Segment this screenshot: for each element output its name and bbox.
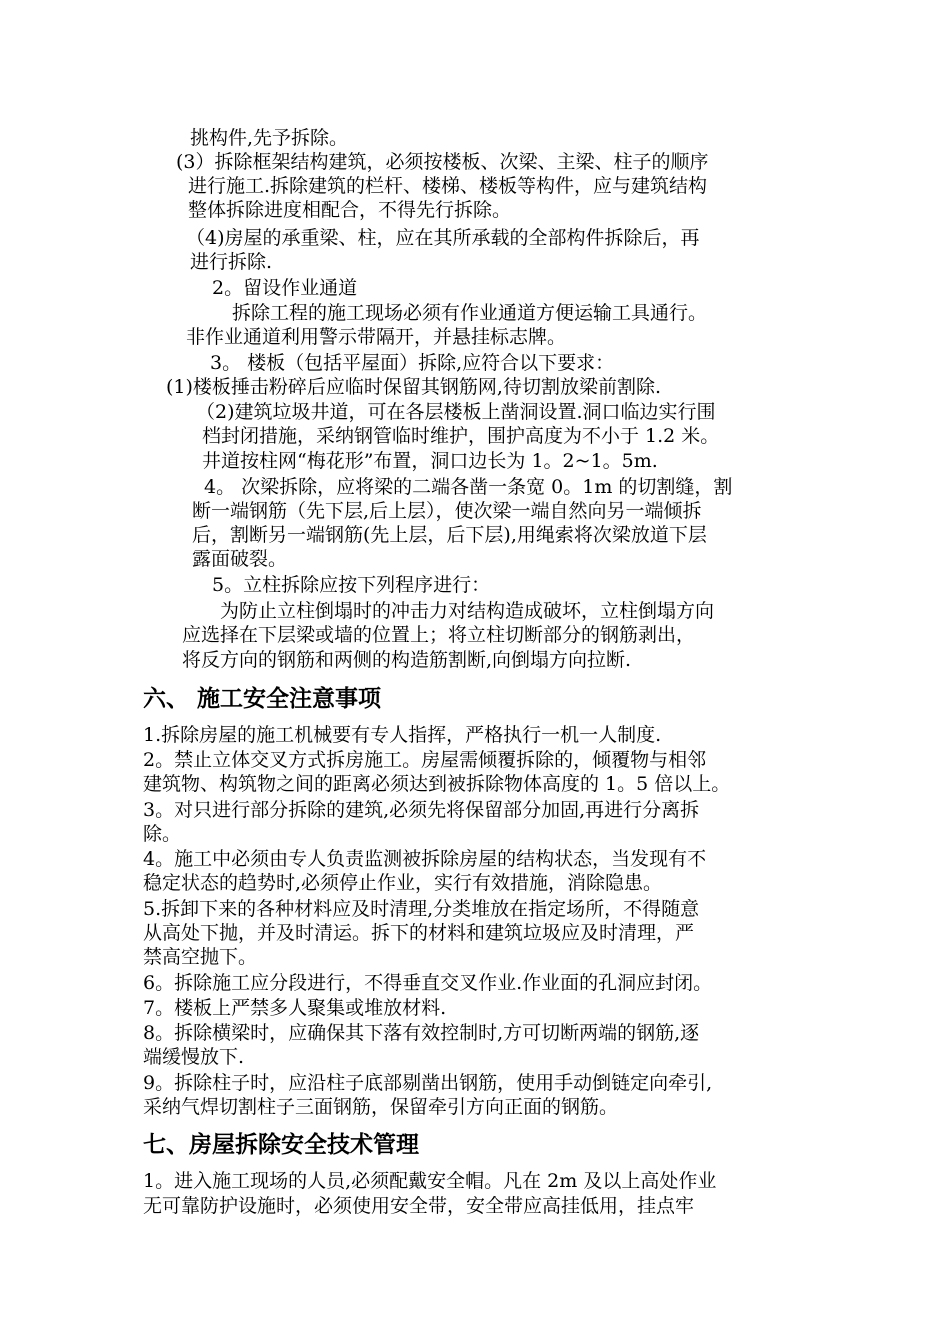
text-line: 后，割断另一端钢筋(先上层，后下层),用绳索将次梁放道下层 [192, 524, 707, 546]
list-item: 1。进入施工现场的人员,必须配戴安全帽。凡在 2m 及以上高处作业 [143, 1170, 717, 1192]
subheading: 5。立柱拆除应按下列程序进行： [212, 574, 491, 596]
text-line: 应选择在下层梁或墙的位置上；将立柱切断部分的钢筋剥出， [182, 624, 696, 646]
text-line: 断一端钢筋（先下层,后上层），使次梁一端自然向另一端倾拆 [192, 500, 702, 522]
list-item: 2。禁止立体交叉方式拆房施工。房屋需倾覆拆除的，倾覆物与相邻 [143, 749, 707, 771]
text-line: 建筑物、构筑物之间的距离必须达到被拆除物体高度的 1。5 倍以上。 [143, 773, 731, 795]
text-line: 进行拆除. [190, 251, 273, 273]
text-line: 无可靠防护设施时，必须使用安全带，安全带应高挂低用，挂点牢 [143, 1195, 695, 1217]
subheading: 3。 楼板（包括平屋面）拆除,应符合以下要求： [210, 352, 615, 374]
text-line: （4)房屋的承重梁、柱，应在其所承载的全部构件拆除后，再 [186, 227, 700, 249]
list-item: 6。拆除施工应分段进行，不得垂直交叉作业.作业面的孔洞应封闭。 [143, 972, 713, 994]
text-line: 整体拆除进度相配合，不得先行拆除。 [188, 199, 512, 221]
list-item: 9。拆除柱子时，应沿柱子底部剔凿出钢筋，使用手动倒链定向牵引, [143, 1072, 713, 1094]
text-line: 拆除工程的施工现场必须有作业通道方便运输工具通行。 [232, 302, 708, 324]
list-item: 4。施工中必须由专人负责监测被拆除房屋的结构状态，当发现有不 [143, 848, 707, 870]
text-line: 4。 次梁拆除，应将梁的二端各凿一条宽 0。1m 的切割缝，割 [204, 476, 733, 498]
text-line: 非作业通道利用警示带隔开，并悬挂标志牌。 [186, 326, 567, 348]
text-line: 挑构件,先予拆除。 [190, 127, 349, 149]
text-line: 为防止立柱倒塌时的冲击力对结构造成破坏，立柱倒塌方向 [220, 600, 715, 622]
text-line: 采纳气焊切割柱子三面钢筋，保留牵引方向正面的钢筋。 [143, 1096, 619, 1118]
text-line: (3）拆除框架结构建筑，必须按楼板、次梁、主梁、柱子的顺序 [176, 151, 709, 173]
text-line: 稳定状态的趋势时,必须停止作业，实行有效措施，消除隐患。 [143, 872, 663, 894]
text-line: 从高处下抛，并及时清运。拆下的材料和建筑垃圾应及时清理，严 [143, 922, 695, 944]
list-item: 7。楼板上严禁多人聚集或堆放材料. [143, 997, 447, 1019]
text-line: 将反方向的钢筋和两侧的构造筋割断,向倒塌方向拉断. [182, 649, 632, 671]
list-item: 5.拆卸下来的各种材料应及时清理,分类堆放在指定场所，不得随意 [143, 898, 700, 920]
subheading: 2。留设作业通道 [212, 277, 358, 299]
text-line: 端缓慢放下. [143, 1046, 245, 1068]
text-line: 除。 [143, 823, 182, 845]
text-line: (1)楼板捶击粉碎后应临时保留其钢筋网,待切割放梁前割除. [166, 376, 661, 398]
text-line: 井道按柱网“梅花形”布置，洞口边长为 1。2~1。5m. [202, 450, 658, 472]
list-item: 8。拆除横梁时，应确保其下落有效控制时,方可切断两端的钢筋,逐 [143, 1022, 700, 1044]
list-item: 1.拆除房屋的施工机械要有专人指挥，严格执行一机一人制度. [143, 724, 662, 746]
text-line: 进行施工.拆除建筑的栏杆、楼梯、楼板等构件，应与建筑结构 [188, 175, 708, 197]
text-line: 禁高空抛下。 [143, 946, 258, 968]
section-heading-7: 七、房屋拆除安全技术管理 [143, 1132, 419, 1158]
text-line: 档封闭措施，采纳钢管临时维护，围护高度为不小于 1.2 米。 [202, 425, 720, 447]
list-item: 3。对只进行部分拆除的建筑,必须先将保留部分加固,再进行分离拆 [143, 799, 700, 821]
text-line: 露面破裂。 [192, 548, 288, 570]
section-heading-6: 六、 施工安全注意事项 [143, 686, 382, 712]
text-line: （2)建筑垃圾井道，可在各层楼板上凿洞设置.洞口临边实行围 [196, 401, 716, 423]
